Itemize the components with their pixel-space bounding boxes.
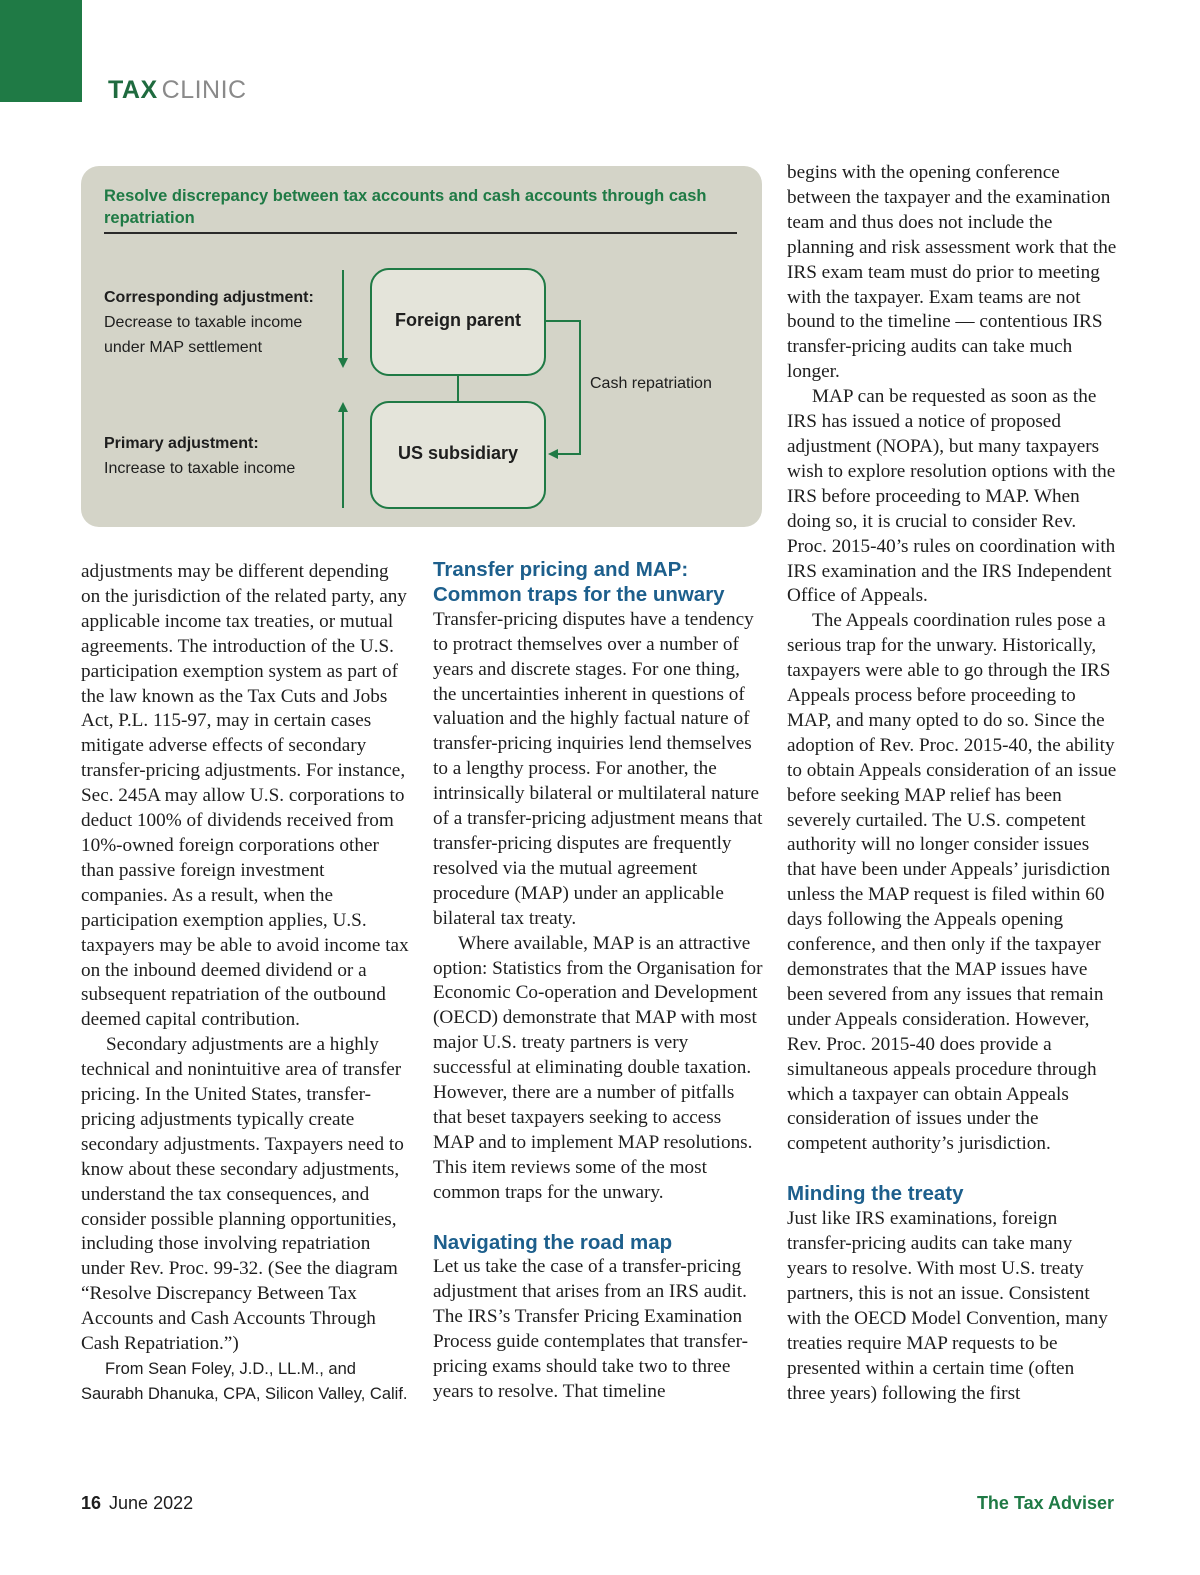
diagram-title: Resolve discrepancy between tax accounts and cash accounts through cash repatriation — [104, 187, 707, 227]
col3-paragraph-3: The Appeals coordination rules pose a serious trap for the unwary. Historically, taxpayers were able to go through the IRS Appeals process before proceeding to MAP, and many opted to do so. Since the adoption of Rev. Proc. 2015-40, the ability to obtain Appeals consideration of an issue before seeking MAP relief has been severely curtailed. The U.S. competent authority will no longer consider issues that have been under Appeals’ jurisdiction unless the MAP request is filed within 60 days following the Appeals opening conference, and then only if the taxpayer demonstrates that the MAP issues have been severed from any issues that remain under Appeals consideration. However, Rev. Proc. 2015-40 does provide a simultaneous appeals procedure through which a taxpayer can obtain Appeals consideration of issues under the competent authority’s jurisdiction. — [787, 610, 1117, 1155]
col1-paragraph-1: adjustments may be different depending on the jurisdiction of the related party, any applicable income tax treaties, or mutual agreements. The introduction of the U.S. participation exemption system as part of the law known as the Tax Cuts and Jobs Act, P.L. 115-97, may in certain cases mitigate adverse effects of secondary transfer-pricing adjustments. For instance, Sec. 245A may allow U.S. corporations to deduct 100% of dividends received from 10%-owned foreign corporations other than passive foreign investment companies. As a result, when the participation exemption applies, U.S. taxpayers may be able to avoid income tax on the inbound deemed dividend or a subsequent repatriation of the outbound deemed capital contribution. — [81, 561, 409, 1031]
section-label — [108, 76, 247, 105]
heading-navigating-road-map: Navigating the road map — [433, 1230, 673, 1254]
author-byline-line1: From Sean Foley, J.D., LL.M., and — [105, 1360, 356, 1378]
corresponding-adjustment-note — [104, 285, 314, 360]
column-3 — [787, 161, 1117, 1406]
diagram-figure — [81, 166, 762, 527]
page-footer-left — [81, 1493, 193, 1514]
foreign-parent-label: Foreign parent — [394, 310, 521, 330]
author-byline-line2: Saurabh Dhanuka, CPA, Silicon Valley, Calif. — [81, 1384, 408, 1403]
primary-adjustment-label: Primary adjustment: — [104, 435, 259, 452]
cash-repatriation-label: Cash repatriation — [590, 375, 712, 392]
cash-repatriation-arrow — [545, 321, 580, 454]
primary-adjustment-line1: Increase to taxable income — [104, 460, 296, 477]
heading-minding-the-treaty: Minding the treaty — [787, 1182, 964, 1206]
author-byline — [81, 1357, 411, 1407]
col2-paragraph-2: Where available, MAP is an attractive option: Statistics from the Organisation for Economic Co-operation and Development (OECD) demonstrate that MAP with most major U.S. treaty partners is very successful at eliminating double taxation. However, there are a number of pitfalls that beset taxpayers seeking to access MAP and to implement MAP resolutions. This item reviews some of the most common traps for the unwary. — [433, 932, 763, 1203]
column-1 — [81, 560, 411, 1407]
col3-paragraph-4: Just like IRS examinations, foreign transfer-pricing audits can take many years to resolve. With most U.S. treaty partners, this is not an issue. Consistent with the OECD Model Convention, many treaties require MAP requests to be presented within a certain time (often three years) following the first — [787, 1208, 1108, 1404]
corresponding-adjustment-label: Corresponding adjustment: — [104, 289, 314, 306]
primary-adjustment-note — [104, 431, 295, 481]
col3-paragraph-1: begins with the opening conference between the taxpayer and the examination team and thus does not include the planning and risk assessment work that the IRS exam team must do prior to meeting with the taxpayer. Exam teams are not bound to the timeline — contentious IRS transfer-pricing audits can take much longer. — [787, 162, 1117, 383]
col2-paragraph-1: Transfer-pricing disputes have a tendency to protract themselves over a number of years and discrete stages. For one thing, the uncertainties inherent in questions of valuation and the highly factual nature of transfer-pricing inquiries lend themselves to a lengthy process. For another, the intrinsically bilateral or multilateral nature of a transfer-pricing adjustment means that transfer-pricing disputes are frequently resolved via the mutual agreement procedure (MAP) under an applicable bilateral tax treaty. — [433, 608, 763, 929]
publication-name: The Tax Adviser — [976, 1493, 1114, 1513]
corresponding-adjustment-line2: under MAP settlement — [104, 339, 263, 356]
col2-paragraph-3: Let us take the case of a transfer-pricing adjustment that arises from an IRS audit. The IRS’s Transfer Pricing Examination Process guide contemplates that transfer-pricing exams should take two to three years to resolve. That timeline — [433, 1256, 749, 1402]
section-label-light: CLINIC — [161, 76, 247, 104]
col3-paragraph-2: MAP can be requested as soon as the IRS has issued a notice of proposed adjustment (NOPA), but many taxpayers wish to explore resolution options with the IRS before proceeding to MAP. When doing so, it is crucial to consider Rev. Proc. 2015-40’s rules on coordination with IRS examination and the IRS Independent Office of Appeals. — [787, 386, 1116, 607]
issue-date: June 2022 — [109, 1493, 194, 1513]
section-label-bold: TAX — [108, 76, 158, 104]
page-number: 16 — [81, 1493, 102, 1513]
section-color-tab — [0, 0, 82, 102]
col1-paragraph-2: Secondary adjustments are a highly technical and nonintuitive area of transfer pricing. In the United States, transfer-pricing adjustments typically create secondary adjustments. Taxpayers need to know about these secondary adjustments, understand the tax consequences, and consider possible planning opportunities, including those involving repatriation under Rev. Proc. 99-32. (See the diagram “Resolve Discrepancy Between Tax Accounts and Cash Accounts Through Cash Repatriation.”) — [81, 1034, 404, 1355]
column-2 — [433, 558, 763, 1405]
heading-transfer-pricing-map: Transfer pricing and MAP: Common traps for the unwary — [433, 558, 725, 606]
corresponding-adjustment-line1: Decrease to taxable income — [104, 314, 303, 331]
us-subsidiary-label: US subsidiary — [397, 443, 519, 463]
